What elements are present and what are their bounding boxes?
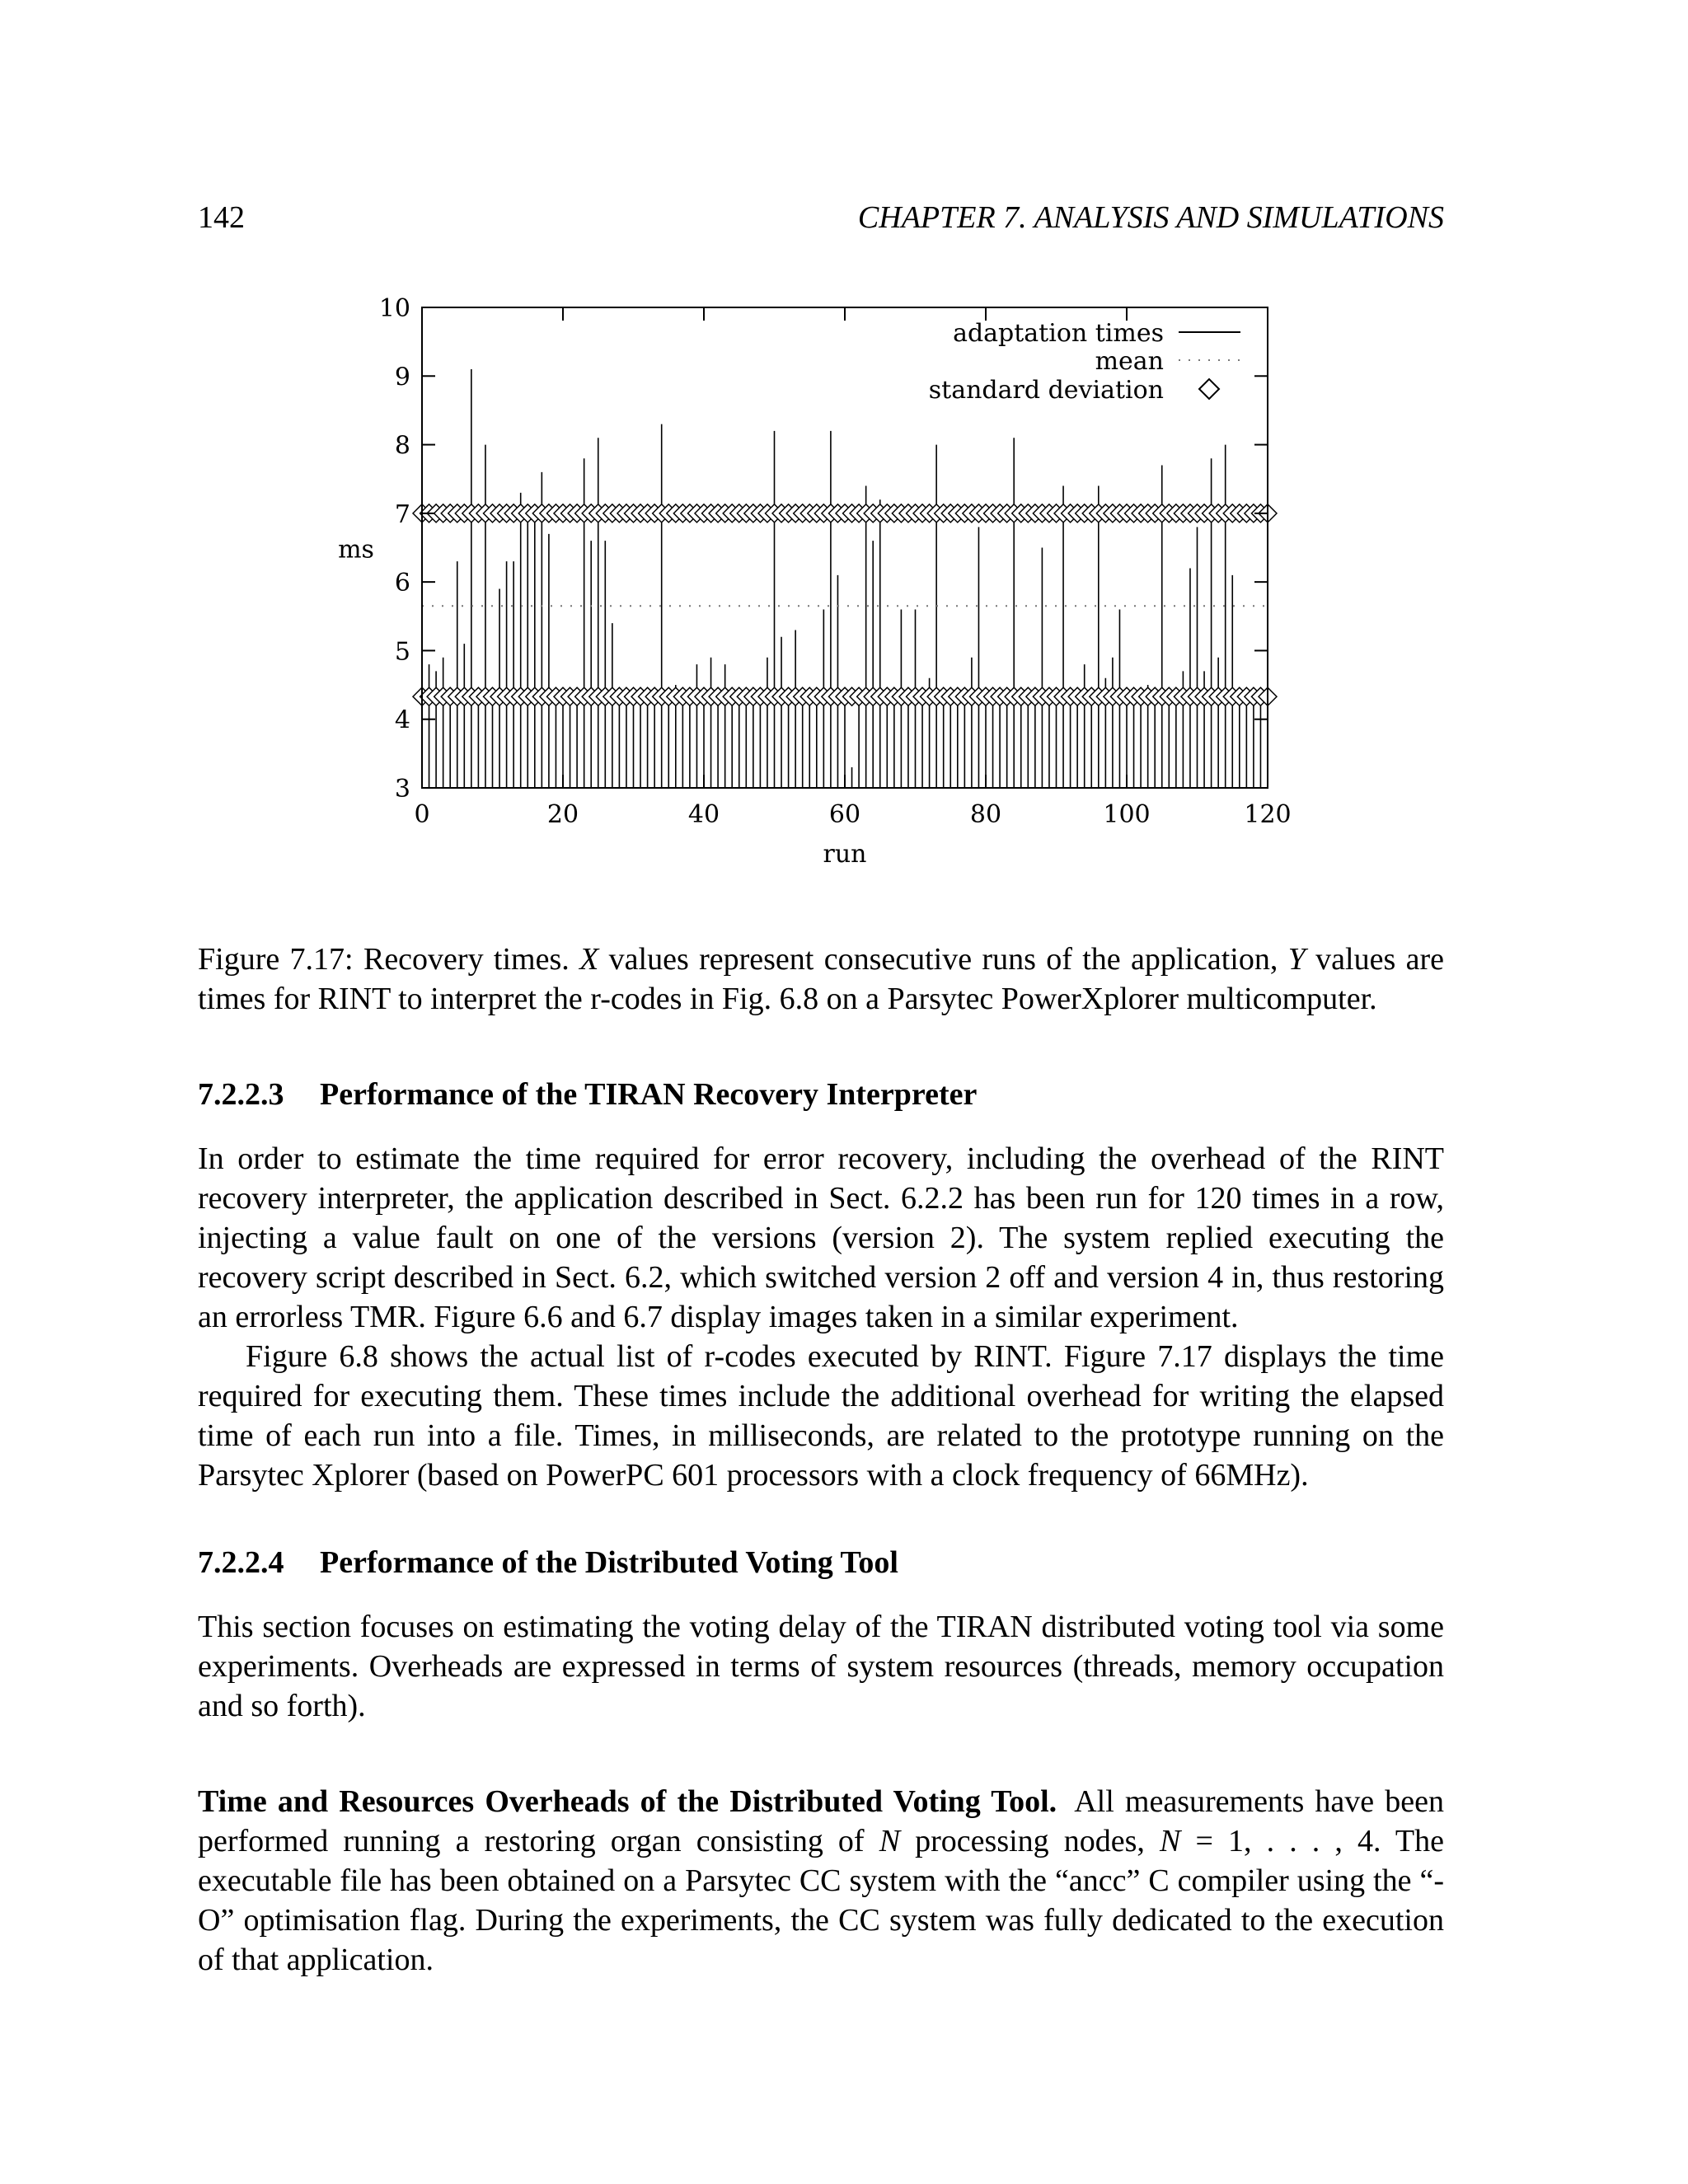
paragraph-rint-1: In order to estimate the time required for error recovery, including the overhead of the RINT recovery interpreter, the application described in Sect. 6.2.2 has been run for 120 times in a row, injecting a value fault on one of the versions (version 2). The system replied executing the recovery script described in Sect. 6.2, which switched version 2 off and version 4 in, thus restoring an errorless TMR. Figure 6.6 and 6.7 display images taken in a similar experiment. [198, 1141, 1444, 1334]
section-number: 7.2.2.3 [198, 1077, 284, 1112]
recovery-times-chart [0, 0, 1688, 907]
running-head: CHAPTER 7. ANALYSIS AND SIMULATIONS [857, 200, 1444, 235]
y-tick-label: 10 [378, 294, 410, 323]
caption-lead: Figure 7.17: Recovery times. [198, 942, 580, 977]
figure-caption [198, 940, 1444, 1019]
caption-tail: values are times for RINT to interpret the r-codes in Fig. 6.8 on a Parsytec PowerXplorer multicomputer. [198, 942, 1444, 1016]
x-tick-label: 100 [1103, 800, 1151, 829]
legend-label-mean: mean [1095, 347, 1164, 376]
y-tick-label: 8 [394, 431, 410, 461]
overheads-text-1: All measurements have been performed running a restoring organ consisting of [198, 1784, 1445, 1858]
math-n: N [879, 1824, 901, 1858]
y-tick-label: 3 [394, 775, 410, 804]
legend-label-adaptation-times: adaptation times [953, 319, 1164, 348]
y-axis-label: ms [338, 535, 374, 565]
x-tick-label: 60 [828, 800, 861, 829]
overheads-text-2: processing nodes, [900, 1824, 1160, 1858]
caption-x-var: X [579, 942, 599, 977]
x-tick-label: 40 [687, 800, 720, 829]
paragraph-overheads [198, 1782, 1444, 1980]
x-tick-label: 80 [969, 800, 1002, 829]
y-tick-label: 7 [394, 499, 410, 529]
section-number: 7.2.2.4 [198, 1545, 284, 1580]
section-title: Performance of the Distributed Voting Tool [320, 1545, 898, 1580]
legend-swatch-standard-deviation [1199, 379, 1219, 399]
caption-mid: values represent consecutive runs of the application, [598, 942, 1288, 977]
overheads-text-3: . The executable file has been obtained on a Parsytec CC system with the “ancc” C compiler using the “-O” optimisation flag. During the experiments, the CC system was fully dedicated to the execution of that application. [198, 1824, 1444, 1977]
y-tick-label: 9 [394, 363, 410, 392]
x-tick-label: 0 [414, 800, 430, 829]
caption-y-var: Y [1287, 942, 1306, 977]
paragraph-rint-2: Figure 6.8 shows the actual list of r-codes executed by RINT. Figure 7.17 displays the time required for executing them. These times include the additional overhead for writing the elapsed time of each run into a file. Times, in milliseconds, are related to the prototype running on the Parsytec Xplorer (based on PowerPC 601 processors with a clock frequency of 66MHz). [198, 1339, 1444, 1493]
y-tick-label: 5 [394, 637, 410, 667]
section-heading-rint [198, 1076, 977, 1113]
x-axis-label: run [823, 840, 867, 869]
y-tick-label: 6 [394, 569, 410, 598]
x-tick-label: 120 [1244, 800, 1292, 829]
page-number: 142 [198, 200, 245, 235]
x-tick-label: 20 [546, 800, 579, 829]
paragraph-voting-1: This section focuses on estimating the voting delay of the TIRAN distributed voting tool via some experiments. Overheads are expressed in terms of system resources (threads, memory occupation and so forth). [198, 1610, 1444, 1723]
y-tick-label: 4 [394, 705, 410, 735]
legend-label-standard-deviation: standard deviation [928, 376, 1164, 405]
math-n: N [1160, 1824, 1181, 1858]
overheads-eq: = 1, . . . , 4 [1180, 1824, 1373, 1858]
section-title: Performance of the TIRAN Recovery Interpreter [320, 1077, 978, 1112]
section-heading-voting [198, 1544, 898, 1581]
runin-heading: Time and Resources Overheads of the Distributed Voting Tool. [198, 1784, 1057, 1819]
